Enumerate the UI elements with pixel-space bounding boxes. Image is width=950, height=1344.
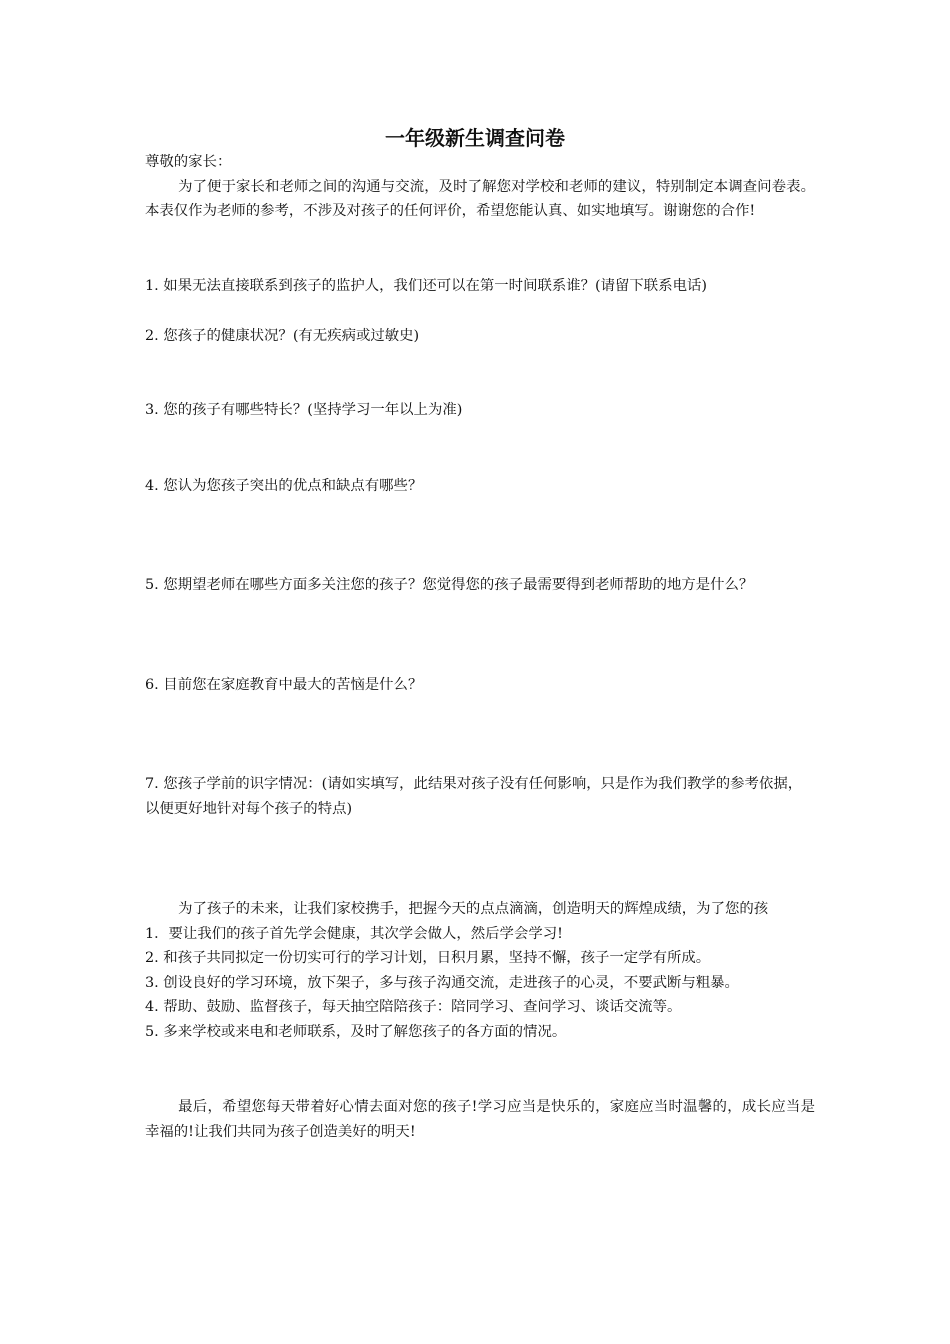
- advice-section: [145, 897, 815, 1044]
- advice-item: 2. 和孩子共同拟定一份切实可行的学习计划，日积月累，坚持不懈，孩子一定学有所成。: [145, 950, 711, 966]
- intro-paragraph: 为了便于家长和老师之间的沟通与交流，及时了解您对学校和老师的建议，特别制定本调查问卷表。本表仅作为老师的参考，不涉及对孩子的任何评价，希望您能认真、如实地填写。谢谢您的合作!: [145, 178, 815, 219]
- question-4: 4. 您认为您孩子突出的优点和缺点有哪些？: [145, 478, 423, 494]
- page-title: 一年级新生调查问卷: [385, 126, 565, 150]
- question-3: 3. 您的孩子有哪些特长？(坚持学习一年以上为准): [145, 402, 463, 418]
- advice-intro: 为了孩子的未来，让我们家校携手，把握今天的点点滴滴，创造明天的辉煌成绩，为了您的孩: [178, 901, 769, 917]
- intro-section: [145, 150, 815, 224]
- question-5: 5. 您期望老师在哪些方面多关注您的孩子？您觉得您的孩子最需要得到老师帮助的地方是什么？: [145, 577, 754, 593]
- advice-item: 3. 创设良好的学习环境，放下架子，多与孩子沟通交流，走进孩子的心灵，不要武断与粗暴。: [145, 974, 739, 991]
- advice-item: 5. 多来学校或来电和老师联系，及时了解您孩子的各方面的情况。: [145, 1023, 567, 1040]
- closing-section: [145, 1095, 815, 1144]
- advice-item: 1．要让我们的孩子首先学会健康，其次学会做人，然后学会学习!: [145, 925, 563, 942]
- question-7: 7. 您孩子学前的识字情况：(请如实填写，此结果对孩子没有任何影响，只是作为我们教学的参考依据，以便更好地针对每个孩子的特点): [145, 776, 803, 817]
- greeting: 尊敬的家长：: [145, 154, 232, 170]
- question-1: 1. 如果无法直接联系到孩子的监护人，我们还可以在第一时间联系谁？(请留下联系电话): [145, 278, 707, 294]
- closing-paragraph: 最后，希望您每天带着好心情去面对您的孩子!学习应当是快乐的，家庭应当时温馨的，成长应当是幸福的!让我们共同为孩子创造美好的明天!: [145, 1099, 815, 1140]
- advice-item: 4. 帮助、鼓励、监督孩子，每天抽空陪陪孩子：陪同学习、查问学习、谈话交流等。: [145, 999, 682, 1015]
- question-6: 6. 目前您在家庭教育中最大的苦恼是什么？: [145, 677, 423, 693]
- question-2: 2. 您孩子的健康状况？(有无疾病或过敏史): [145, 328, 420, 344]
